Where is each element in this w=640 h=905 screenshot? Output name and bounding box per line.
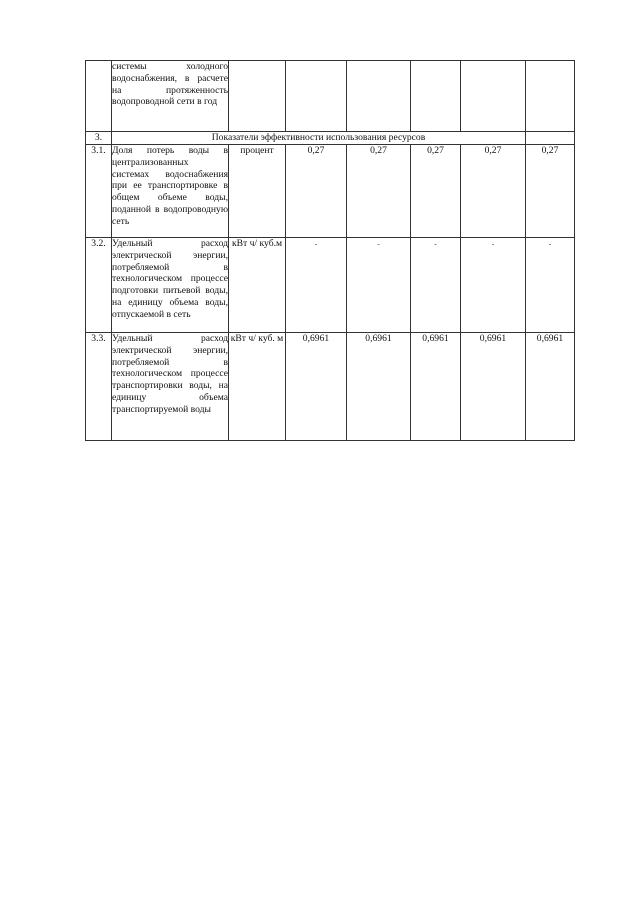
row-value: 0,27 (461, 145, 526, 238)
row-number: 3.3. (86, 333, 112, 441)
section-row (86, 132, 575, 145)
row-value (286, 61, 347, 132)
row-description: Удельный расход электрической энергии, потребляемой в технологическом процессе подготовки питьевой воды, на единицу объема воды, отпускаемой в сеть (112, 238, 229, 333)
row-unit: кВт ч/ куб.м (229, 238, 286, 333)
row-unit (229, 61, 286, 132)
row-value (411, 61, 461, 132)
row-value: 0,6961 (347, 333, 411, 441)
row-number: 3.1. (86, 145, 112, 238)
row-value: 0,6961 (411, 333, 461, 441)
row-value: 0,27 (286, 145, 347, 238)
row-value: - (347, 238, 411, 333)
row-value: - (411, 238, 461, 333)
section-title: Показатели эффективности использования ресурсов (112, 132, 526, 145)
row-unit: кВт ч/ куб. м (229, 333, 286, 441)
row-value (347, 61, 411, 132)
row-description: системы холодного водоснабжения, в расчете на протяженность водопроводной сети в год (112, 61, 229, 132)
table-row (86, 238, 575, 333)
row-value: - (526, 238, 575, 333)
section-empty-cell (526, 132, 575, 145)
indicators-table (85, 60, 575, 441)
row-value: 0,6961 (526, 333, 575, 441)
row-value: 0,27 (526, 145, 575, 238)
table-row (86, 145, 575, 238)
row-value (526, 61, 575, 132)
row-description: Удельный расход электрической энергии, потребляемой в технологическом процессе транспортировки воды, на единицу объема транспортируемой воды (112, 333, 229, 441)
row-value: 0,27 (411, 145, 461, 238)
row-value: 0,27 (347, 145, 411, 238)
table-row (86, 333, 575, 441)
row-number: 3.2. (86, 238, 112, 333)
row-value: - (286, 238, 347, 333)
section-number: 3. (86, 132, 112, 145)
row-value: 0,6961 (461, 333, 526, 441)
row-number (86, 61, 112, 132)
row-value (461, 61, 526, 132)
row-value: - (461, 238, 526, 333)
table-row (86, 61, 575, 132)
row-unit: процент (229, 145, 286, 238)
row-description: Доля потерь воды в централизованных системах водоснабжения при ее транспортировке в общем объеме воды, поданной в водопроводную сеть (112, 145, 229, 238)
row-value: 0,6961 (286, 333, 347, 441)
